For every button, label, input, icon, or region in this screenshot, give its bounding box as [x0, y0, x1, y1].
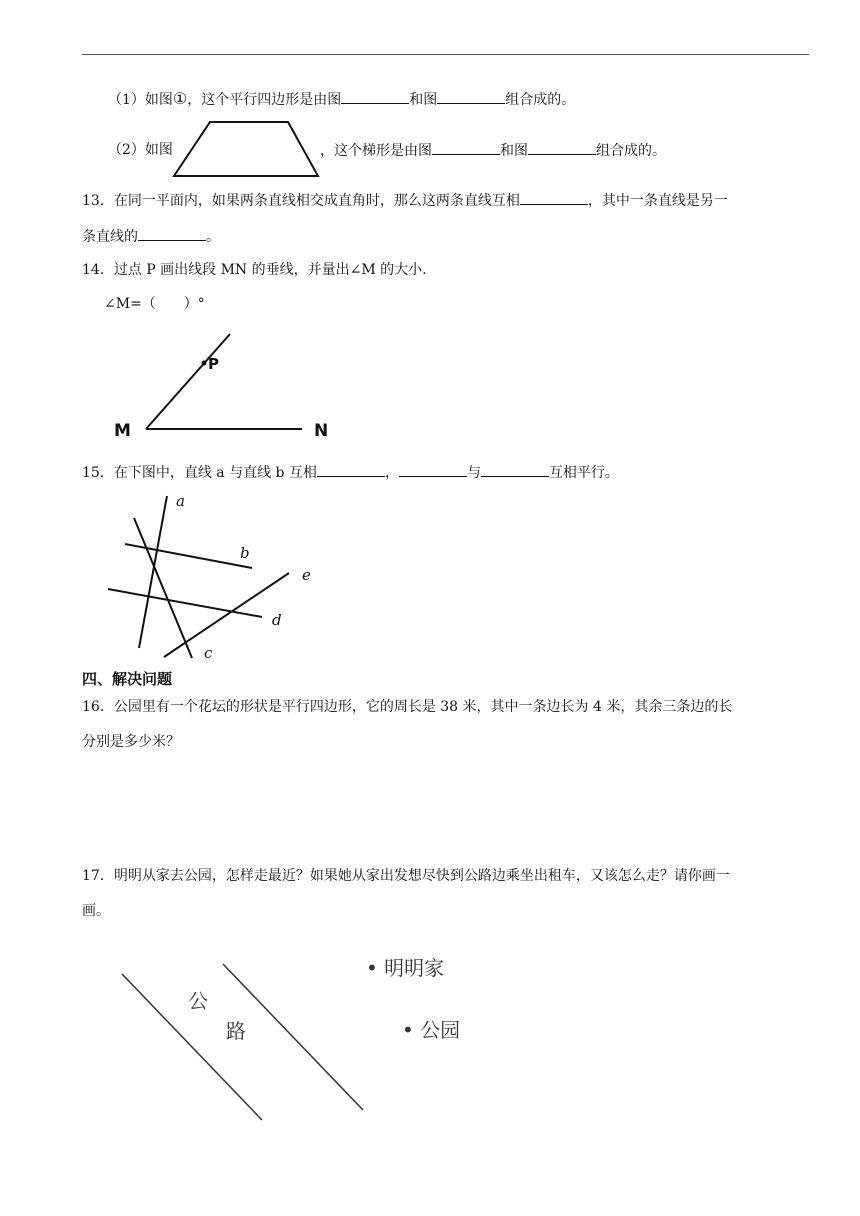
q13-number: 13． — [82, 193, 114, 209]
q17-text1: 明明从家去公园，怎样走最近？如果她从家出发想尽快到公路边乘坐出租车，又该怎么走？请你画一 — [113, 868, 730, 884]
label-b: b — [240, 544, 250, 562]
park-label: • 公园 — [402, 1018, 461, 1042]
q12-part2-and: 和图 — [500, 143, 528, 159]
q12-part2-mid: ，这个梯形是由图 — [320, 143, 432, 159]
q12-part2-post: 组合成的。 — [596, 143, 666, 159]
q12-circled-1: ① — [172, 89, 188, 108]
road-map-figure — [110, 950, 490, 1130]
q12-part2-pre: （2）如图 — [108, 142, 173, 158]
q14-answer-text: ∠M=（ ）° — [104, 296, 205, 312]
q17-line2 — [82, 901, 110, 921]
home-label: • 明明家 — [366, 956, 445, 980]
lines-figure — [100, 490, 330, 665]
label-c: c — [204, 644, 213, 662]
q12-part1 — [108, 89, 575, 110]
q17-text2: 画。 — [82, 903, 110, 919]
q12-part1-pre: （1）如图 — [108, 92, 173, 108]
road-char-2: 路 — [226, 1019, 246, 1043]
angle-figure — [110, 326, 350, 444]
line-a — [139, 496, 167, 648]
q12-part2-start — [108, 140, 173, 160]
ray-mp — [146, 334, 230, 429]
answer-blank[interactable] — [138, 226, 206, 241]
line-c — [134, 518, 192, 658]
q15-t3: 与 — [466, 465, 481, 481]
label-m: M — [114, 421, 131, 441]
q12-part1-mid: ，这个平行四边形是由图 — [187, 92, 342, 108]
label-e: e — [302, 566, 311, 584]
line-e — [164, 573, 289, 657]
answer-blank[interactable] — [437, 89, 505, 104]
trapezoid-shape — [174, 122, 318, 176]
q17-number: 17． — [82, 868, 114, 884]
header-rule — [82, 54, 809, 55]
q16-line1 — [82, 697, 732, 717]
q17-line1 — [82, 866, 730, 886]
q15-t4: 互相平行。 — [548, 465, 619, 481]
label-d: d — [272, 611, 282, 629]
q13-text1: 在同一平面内，如果两条直线相交成直角时，那么这两条直线互相 — [113, 193, 520, 209]
q14-line — [82, 260, 427, 280]
q13-line2 — [82, 226, 220, 247]
q14-number: 14． — [82, 262, 114, 278]
trapezoid-figure — [170, 118, 320, 180]
label-p: P — [208, 355, 219, 373]
answer-blank[interactable] — [432, 140, 500, 155]
q13-line1 — [82, 190, 728, 211]
q12-part2-end — [320, 140, 666, 161]
q15-number: 15． — [82, 465, 114, 481]
q13-text3: 条直线的 — [82, 229, 138, 245]
q12-part1-and: 和图 — [409, 92, 438, 108]
q16-line2 — [82, 732, 180, 752]
answer-blank[interactable] — [520, 190, 588, 205]
answer-blank[interactable] — [481, 462, 549, 477]
label-n: N — [314, 421, 329, 441]
q13-text4: 。 — [206, 229, 220, 245]
answer-blank[interactable] — [341, 89, 409, 104]
q16-number: 16． — [82, 699, 114, 715]
q13-text2: ，其中一条直线是另一 — [587, 193, 728, 209]
answer-blank[interactable] — [399, 462, 467, 477]
road-char-1: 公 — [188, 989, 208, 1013]
line-d — [108, 589, 262, 617]
q15-t1: 在下图中，直线 a 与直线 b 互相 — [113, 465, 317, 481]
q15-t2: ， — [384, 465, 399, 481]
q16-text2: 分别是多少米？ — [82, 734, 180, 750]
q12-part1-post: 组合成的。 — [505, 92, 576, 108]
q15-line — [82, 462, 619, 483]
q14-text: 过点 P 画出线段 MN 的垂线，并量出∠M 的大小. — [113, 262, 427, 278]
point-p — [202, 361, 207, 366]
answer-blank[interactable] — [528, 140, 596, 155]
q14-answer — [104, 294, 205, 314]
label-a: a — [176, 492, 185, 510]
answer-blank[interactable] — [317, 462, 385, 477]
q16-text1: 公园里有一个花坛的形状是平行四边形，它的周长是 38 米，其中一条边长为 4 米，其余三条边的长 — [113, 699, 733, 715]
line-b — [125, 544, 252, 568]
section-heading: 四、解决问题 — [82, 670, 173, 688]
